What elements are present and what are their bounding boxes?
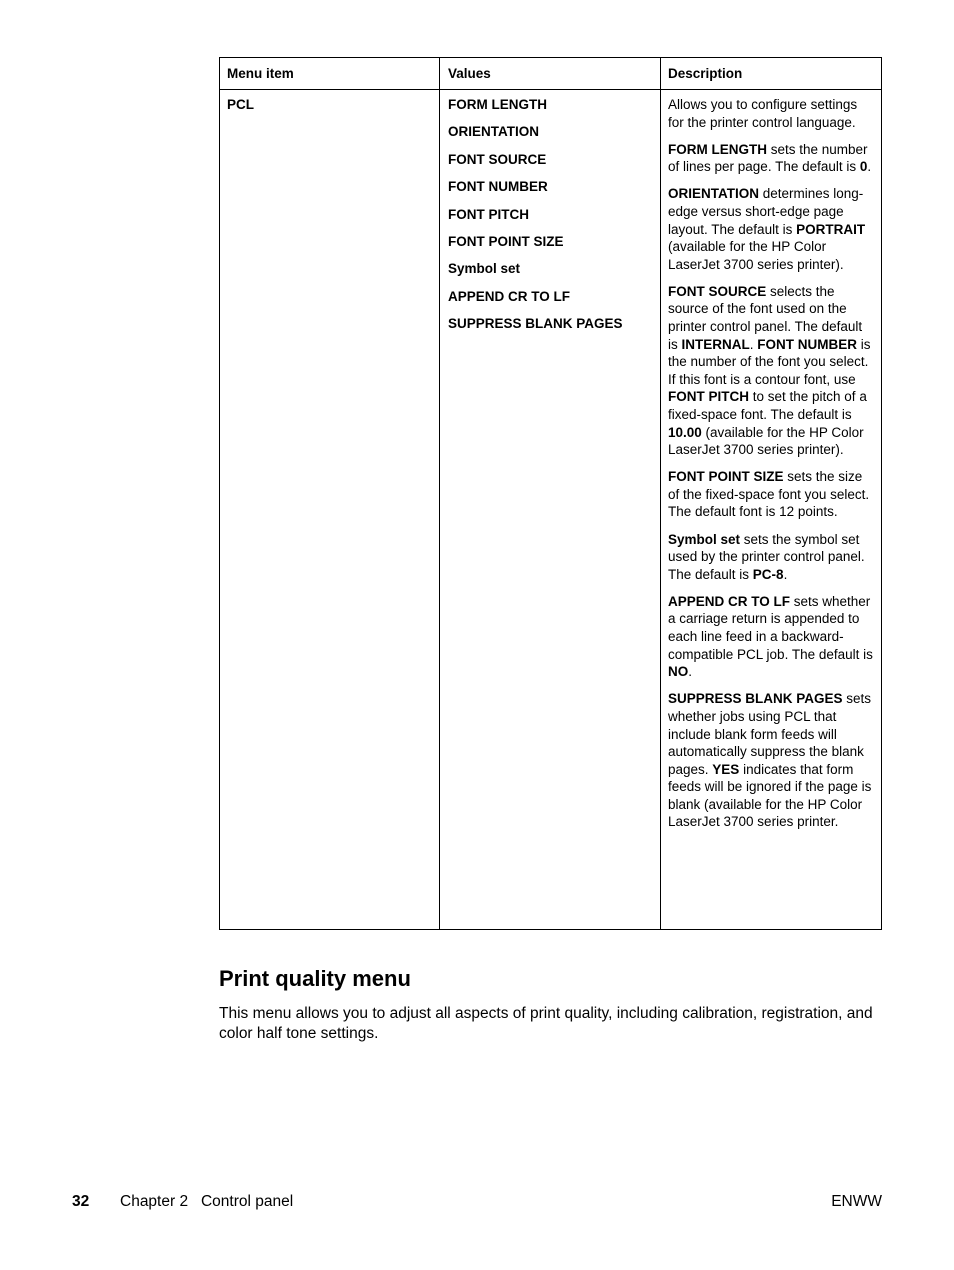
page-number: 32 xyxy=(72,1193,90,1210)
value-item: FONT PITCH xyxy=(448,206,529,222)
description-paragraph xyxy=(668,141,873,176)
description-term: APPEND CR TO LF xyxy=(668,593,791,609)
description-term: 10.00 xyxy=(668,424,702,440)
description-text: selects the source of the font used on the printer control panel. The default is xyxy=(668,283,863,352)
column-divider xyxy=(439,58,440,929)
description-text: sets the symbol set used by the printer control panel. The default is xyxy=(668,531,865,582)
description-paragraph xyxy=(668,185,873,273)
description-text: . xyxy=(749,336,758,352)
description-term: FONT NUMBER xyxy=(757,336,858,352)
header-description: Description xyxy=(668,66,743,81)
value-item: FONT POINT SIZE xyxy=(448,233,564,249)
description-cell xyxy=(668,96,873,841)
section-title: Print quality menu xyxy=(219,966,411,991)
description-term: FONT POINT SIZE xyxy=(668,469,784,485)
header-divider xyxy=(220,89,881,90)
description-paragraph xyxy=(668,283,873,459)
value-item: SUPPRESS BLANK PAGES xyxy=(448,316,623,332)
description-term: INTERNAL xyxy=(681,336,750,352)
value-item: ORIENTATION xyxy=(448,124,539,140)
description-text: sets the number of lines per page. The default is xyxy=(668,141,868,175)
footer-right-label: ENWW xyxy=(831,1193,882,1210)
description-term: 0 xyxy=(859,159,868,175)
description-paragraph xyxy=(668,468,873,521)
description-term: PC-8 xyxy=(752,566,784,582)
description-term: YES xyxy=(712,761,740,777)
description-text: to set the pitch of a fixed-space font. The default is xyxy=(668,389,867,422)
description-paragraph xyxy=(668,531,873,584)
pcl-menu-table xyxy=(219,57,882,930)
description-text: indicates that form feeds will be ignored if the page is blank (available for the HP Color LaserJet 3700 series printer. xyxy=(668,761,872,830)
chapter-label: Chapter 2 Control panel xyxy=(120,1193,294,1210)
description-text: Allows you to configure settings for the printer control language. xyxy=(668,97,858,130)
value-item: FONT SOURCE xyxy=(448,151,547,167)
description-term: FONT SOURCE xyxy=(668,283,767,299)
description-term: Symbol set xyxy=(668,531,741,547)
description-text: sets whether jobs using PCL that include blank form feeds will automatically suppress the blank pages. xyxy=(668,691,872,777)
header-values: Values xyxy=(448,66,491,81)
description-term: FORM LENGTH xyxy=(668,141,767,157)
header-menu-item: Menu item xyxy=(227,66,294,81)
values-list xyxy=(448,97,623,344)
description-paragraph xyxy=(668,593,873,681)
description-term: FONT PITCH xyxy=(668,389,749,405)
description-term: SUPPRESS BLANK PAGES xyxy=(668,691,843,707)
description-text: sets whether a carriage return is appended to each line feed in a backward-compatible PCL job. The default is xyxy=(668,593,873,662)
description-text: sets the size of the fixed-space font you select. The default font is 12 points. xyxy=(668,469,870,520)
description-paragraph xyxy=(668,690,873,831)
description-text: determines long-edge versus short-edge page layout. The default is xyxy=(668,186,864,237)
description-text: (available for the HP Color LaserJet 3700 series printer). xyxy=(668,239,844,272)
description-text: . xyxy=(688,664,693,680)
value-item: Symbol set xyxy=(448,261,521,277)
description-text: (available for the HP Color LaserJet 3700 series printer). xyxy=(668,424,864,458)
column-divider xyxy=(660,58,661,929)
description-text: . xyxy=(783,566,788,582)
description-paragraph xyxy=(668,96,873,131)
value-item: FONT NUMBER xyxy=(448,179,548,195)
description-text: . xyxy=(867,159,872,175)
description-text: is the number of the font you select. If this font is a contour font, use xyxy=(668,336,871,387)
menu-item-pcl: PCL xyxy=(227,97,254,112)
description-term: ORIENTATION xyxy=(668,186,759,202)
description-term: PORTRAIT xyxy=(796,221,866,237)
value-item: FORM LENGTH xyxy=(448,97,547,112)
description-term: NO xyxy=(668,664,689,680)
section-intro: This menu allows you to adjust all aspects of print quality, including calibration, registration, and color half tone settings. xyxy=(219,1005,873,1042)
value-item: APPEND CR TO LF xyxy=(448,288,571,304)
